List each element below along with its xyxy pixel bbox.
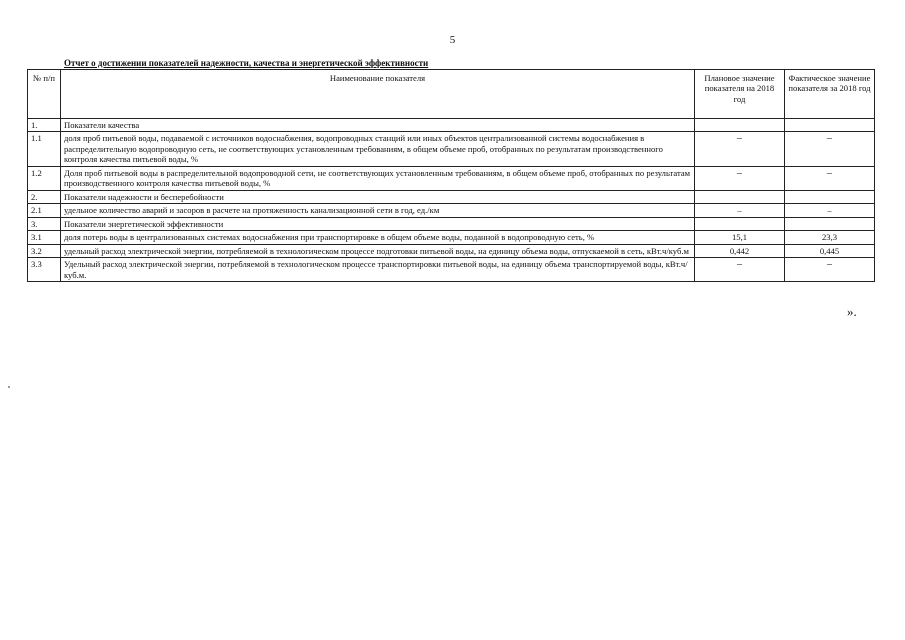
row-num: 3.1 bbox=[28, 231, 61, 244]
row-fact bbox=[785, 190, 875, 203]
row-fact: 23,3 bbox=[785, 231, 875, 244]
row-num: 1.2 bbox=[28, 166, 61, 190]
row-fact bbox=[785, 217, 875, 230]
row-num: 2. bbox=[28, 190, 61, 203]
row-plan: – bbox=[695, 204, 785, 217]
table-header-row bbox=[28, 70, 875, 119]
row-plan: – bbox=[695, 258, 785, 282]
closing-quote-mark: ». bbox=[847, 304, 857, 319]
row-num: 3.3 bbox=[28, 258, 61, 282]
row-name: удельный расход электрической энергии, потребляемой в технологическом процессе подготовки питьевой воды, на единицу объема воды, отпускаемой в сеть, кВт.ч/куб.м bbox=[61, 244, 695, 257]
header-fact: Фактическое значение показателя за 2018 год bbox=[785, 70, 875, 119]
row-name: доля проб питьевой воды, подаваемой с источников водоснабжения, водопроводных станций или иных объектов централизованной системы водоснабжения в распределительную водопроводную сеть, не соответствующих установленным требованиям, в общем объеме проб, отобранных по результатам производственного контроля качества питьевой воды, % bbox=[61, 132, 695, 166]
scan-speck bbox=[8, 386, 10, 388]
row-plan: 15,1 bbox=[695, 231, 785, 244]
row-name: удельное количество аварий и засоров в расчете на протяженность канализационной сети в год, ед./км bbox=[61, 204, 695, 217]
row-num: 1.1 bbox=[28, 132, 61, 166]
row-fact: – bbox=[785, 204, 875, 217]
table-row bbox=[28, 244, 875, 257]
row-num: 3.2 bbox=[28, 244, 61, 257]
row-fact: 0,445 bbox=[785, 244, 875, 257]
row-plan bbox=[695, 190, 785, 203]
row-name: Доля проб питьевой воды в распределительной водопроводной сети, не соответствующих установленным требованиям, в общем объеме проб, отобранных по результатам производственного контроля качества питьевой воды, % bbox=[61, 166, 695, 190]
table-row bbox=[28, 204, 875, 217]
row-plan: – bbox=[695, 166, 785, 190]
table-row bbox=[28, 119, 875, 132]
row-fact: – bbox=[785, 166, 875, 190]
table-row bbox=[28, 190, 875, 203]
header-plan: Плановое значение показателя на 2018 год bbox=[695, 70, 785, 119]
table-row bbox=[28, 132, 875, 166]
header-name: Наименование показателя bbox=[61, 70, 695, 119]
table-row bbox=[28, 231, 875, 244]
row-name: Показатели качества bbox=[61, 119, 695, 132]
row-plan: – bbox=[695, 132, 785, 166]
indicators-table bbox=[27, 69, 875, 282]
row-name: Показатели энергетической эффективности bbox=[61, 217, 695, 230]
header-num: № п/п bbox=[28, 70, 61, 119]
row-fact bbox=[785, 119, 875, 132]
row-plan bbox=[695, 217, 785, 230]
page-number: 5 bbox=[449, 34, 456, 46]
row-num: 1. bbox=[28, 119, 61, 132]
row-name: Показатели надежности и бесперебойности bbox=[61, 190, 695, 203]
row-name: Удельный расход электрической энергии, потребляемой в технологическом процессе транспортировки питьевой воды, на единицу объема транспортируемой воды, кВт.ч/куб.м. bbox=[61, 258, 695, 282]
row-plan: 0,442 bbox=[695, 244, 785, 257]
row-plan bbox=[695, 119, 785, 132]
row-num: 3. bbox=[28, 217, 61, 230]
table-row bbox=[28, 166, 875, 190]
table-row bbox=[28, 258, 875, 282]
row-fact: – bbox=[785, 258, 875, 282]
row-name: доля потерь воды в централизованных системах водоснабжения при транспортировке в общем объеме воды, поданной в водопроводную сеть, % bbox=[61, 231, 695, 244]
row-fact: – bbox=[785, 132, 875, 166]
document-title: Отчет о достижении показателей надежности, качества и энергетической эффективности bbox=[64, 58, 429, 68]
row-num: 2.1 bbox=[28, 204, 61, 217]
table-row bbox=[28, 217, 875, 230]
